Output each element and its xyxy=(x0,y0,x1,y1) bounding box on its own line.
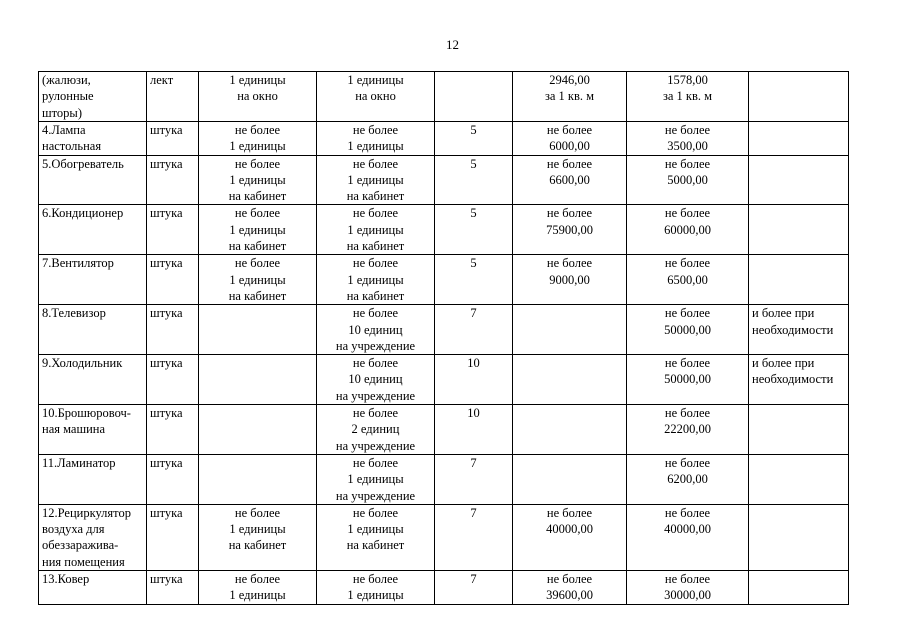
norm-total-cell: не более 1 единицы на кабинет xyxy=(317,155,435,205)
table-row xyxy=(39,155,849,205)
unit-cell: штука xyxy=(147,205,199,255)
term-cell: 5 xyxy=(435,122,513,156)
price-primary-cell: не более 39600,00 xyxy=(513,571,627,605)
norm-total-cell: не более 2 единиц на учреждение xyxy=(317,405,435,455)
unit-cell: штука xyxy=(147,504,199,570)
price-primary-cell: не более 40000,00 xyxy=(513,504,627,570)
norm-cabinet-cell xyxy=(199,305,317,355)
price-primary-cell: не более 6000,00 xyxy=(513,122,627,156)
price-primary-cell: 2946,00 за 1 кв. м xyxy=(513,72,627,122)
note-cell xyxy=(749,255,849,305)
table-row xyxy=(39,305,849,355)
note-cell xyxy=(749,205,849,255)
norm-cabinet-cell: не более 1 единицы на кабинет xyxy=(199,205,317,255)
norm-total-cell: не более 1 единицы xyxy=(317,571,435,605)
unit-cell: штука xyxy=(147,305,199,355)
norm-cabinet-cell: не более 1 единицы на кабинет xyxy=(199,155,317,205)
note-cell xyxy=(749,122,849,156)
table-row xyxy=(39,122,849,156)
term-cell: 7 xyxy=(435,305,513,355)
note-cell: и более при необходимости xyxy=(749,305,849,355)
term-cell: 10 xyxy=(435,405,513,455)
item-name-cell: 7.Вентилятор xyxy=(39,255,147,305)
norm-total-cell: не более 10 единиц на учреждение xyxy=(317,355,435,405)
norm-cabinet-cell xyxy=(199,355,317,405)
note-cell xyxy=(749,405,849,455)
norm-total-cell: не более 1 единицы на учреждение xyxy=(317,454,435,504)
norms-table xyxy=(38,71,849,605)
norm-total-cell: не более 1 единицы на кабинет xyxy=(317,255,435,305)
table-row xyxy=(39,454,849,504)
table-row xyxy=(39,405,849,455)
unit-cell: штука xyxy=(147,454,199,504)
unit-cell: штука xyxy=(147,405,199,455)
price-secondary-cell: не более 3500,00 xyxy=(627,122,749,156)
price-secondary-cell: не более 50000,00 xyxy=(627,355,749,405)
note-cell xyxy=(749,155,849,205)
norm-cabinet-cell: не более 1 единицы на кабинет xyxy=(199,504,317,570)
unit-cell: штука xyxy=(147,155,199,205)
price-primary-cell xyxy=(513,454,627,504)
price-primary-cell xyxy=(513,405,627,455)
unit-cell: штука xyxy=(147,355,199,405)
unit-cell: лект xyxy=(147,72,199,122)
term-cell: 5 xyxy=(435,155,513,205)
norm-total-cell: 1 единицы на окно xyxy=(317,72,435,122)
item-name-cell: 8.Телевизор xyxy=(39,305,147,355)
note-cell xyxy=(749,504,849,570)
norm-cabinet-cell xyxy=(199,405,317,455)
table-row xyxy=(39,205,849,255)
unit-cell: штука xyxy=(147,255,199,305)
table-row xyxy=(39,571,849,605)
price-secondary-cell: не более 6500,00 xyxy=(627,255,749,305)
note-cell xyxy=(749,72,849,122)
term-cell: 10 xyxy=(435,355,513,405)
unit-cell: штука xyxy=(147,122,199,156)
note-cell xyxy=(749,571,849,605)
price-secondary-cell: не более 30000,00 xyxy=(627,571,749,605)
price-secondary-cell: не более 6200,00 xyxy=(627,454,749,504)
page-number: 12 xyxy=(446,37,459,52)
price-secondary-cell: 1578,00 за 1 кв. м xyxy=(627,72,749,122)
table-row xyxy=(39,504,849,570)
item-name-cell: 10.Брошюровоч- ная машина xyxy=(39,405,147,455)
price-secondary-cell: не более 50000,00 xyxy=(627,305,749,355)
price-primary-cell xyxy=(513,355,627,405)
term-cell: 7 xyxy=(435,504,513,570)
note-cell: и более при необходимости xyxy=(749,355,849,405)
item-name-cell: 12.Рециркулятор воздуха для обеззаражива- ния помещения xyxy=(39,504,147,570)
price-secondary-cell: не более 22200,00 xyxy=(627,405,749,455)
table-row xyxy=(39,355,849,405)
price-primary-cell: не более 75900,00 xyxy=(513,205,627,255)
term-cell: 7 xyxy=(435,571,513,605)
norm-cabinet-cell: не более 1 единицы xyxy=(199,122,317,156)
norm-cabinet-cell xyxy=(199,454,317,504)
term-cell: 5 xyxy=(435,255,513,305)
price-secondary-cell: не более 60000,00 xyxy=(627,205,749,255)
price-primary-cell: не более 9000,00 xyxy=(513,255,627,305)
norm-cabinet-cell: не более 1 единицы на кабинет xyxy=(199,255,317,305)
term-cell: 7 xyxy=(435,454,513,504)
table-row xyxy=(39,72,849,122)
item-name-cell: 13.Ковер xyxy=(39,571,147,605)
norm-total-cell: не более 1 единицы на кабинет xyxy=(317,504,435,570)
item-name-cell: 11.Ламинатор xyxy=(39,454,147,504)
price-primary-cell: не более 6600,00 xyxy=(513,155,627,205)
term-cell: 5 xyxy=(435,205,513,255)
unit-cell: штука xyxy=(147,571,199,605)
item-name-cell: (жалюзи, рулонные шторы) xyxy=(39,72,147,122)
norm-total-cell: не более 1 единицы xyxy=(317,122,435,156)
note-cell xyxy=(749,454,849,504)
item-name-cell: 6.Кондиционер xyxy=(39,205,147,255)
term-cell xyxy=(435,72,513,122)
price-primary-cell xyxy=(513,305,627,355)
item-name-cell: 9.Холодильник xyxy=(39,355,147,405)
norm-cabinet-cell: не более 1 единицы xyxy=(199,571,317,605)
norm-total-cell: не более 10 единиц на учреждение xyxy=(317,305,435,355)
price-secondary-cell: не более 40000,00 xyxy=(627,504,749,570)
item-name-cell: 4.Лампа настольная xyxy=(39,122,147,156)
table-row xyxy=(39,255,849,305)
item-name-cell: 5.Обогреватель xyxy=(39,155,147,205)
norm-cabinet-cell: 1 единицы на окно xyxy=(199,72,317,122)
price-secondary-cell: не более 5000,00 xyxy=(627,155,749,205)
norm-total-cell: не более 1 единицы на кабинет xyxy=(317,205,435,255)
